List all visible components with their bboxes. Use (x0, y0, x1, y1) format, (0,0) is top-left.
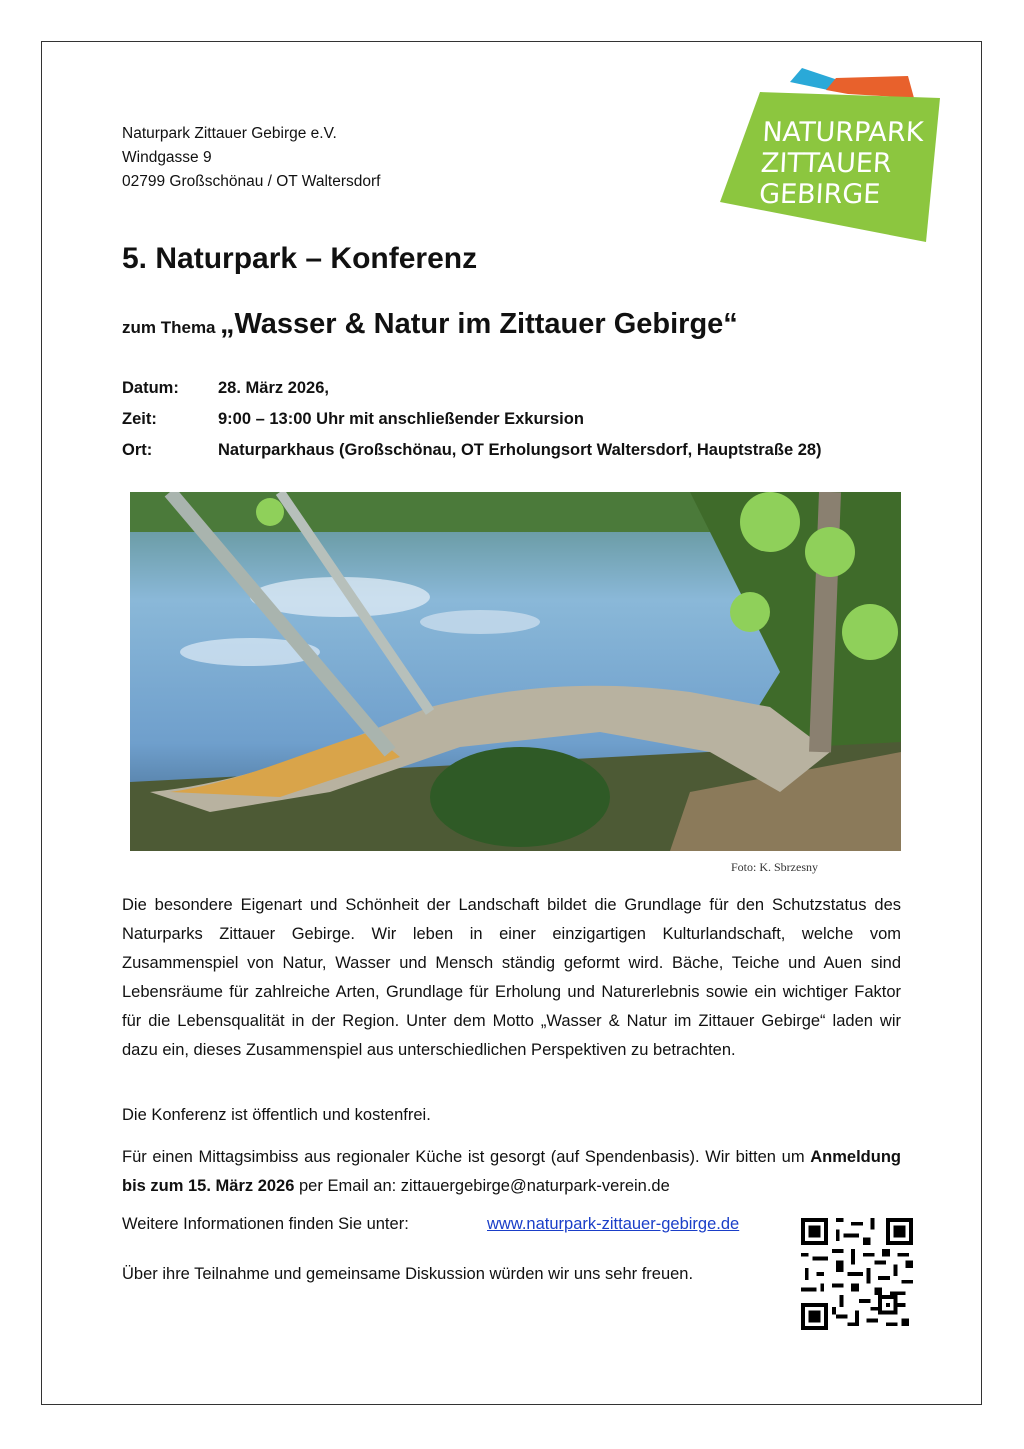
fact-value: Naturparkhaus (Großschönau, OT Erholungsort Waltersdorf, Hauptstraße 28) (218, 441, 822, 459)
page-title: 5. Naturpark – Konferenz (122, 242, 478, 275)
more-info-label: Weitere Informationen finden Sie unter: (122, 1215, 409, 1233)
sender-city: 02799 Großschönau / OT Waltersdorf (122, 173, 381, 190)
public-info-paragraph: Die Konferenz ist öffentlich und kostenfrei. (122, 1106, 431, 1124)
logo-line-1: NATURPARK (761, 117, 925, 148)
fact-value: 9:00 – 13:00 Uhr mit anschließender Exkursion (218, 410, 584, 428)
logo-line-2: ZITTAUER (759, 148, 893, 179)
registration-text-start: Für einen Mittagsimbiss aus regionaler Küche ist gesorgt (auf Spendenbasis). Wir bitten um (122, 1148, 811, 1166)
theme-line (122, 308, 738, 341)
fact-label: Ort: (122, 441, 153, 459)
intro-paragraph: Die besondere Eigenart und Schönheit der Landschaft bildet die Grundlage für den Schutzstatus des Naturparks Zittauer Gebirge. Wir leben in einer einzigartigen Kulturlandschaft, welche vom Zusammenspiel von Natur, Wasser und Mensch ständig geformt wird. Bäche, Teiche und Auen sind Lebensräume für zahlreiche Arten, Grundlage für Erholung und Naturerlebnis sowie ein wichtiger Faktor für die Lebensqualität in der Region. Unter dem Motto „Wasser & Natur im Zittauer Gebirge“ laden wir dazu ein, dieses Zusammenspiel aus unterschiedlichen Perspektiven zu betrachten. (122, 896, 901, 1059)
registration-paragraph (122, 1143, 901, 1201)
website-link[interactable]: www.naturpark-zittauer-gebirge.de (487, 1215, 740, 1233)
registration-email-text: per Email an: zittauergebirge@naturpark-verein.de (294, 1177, 670, 1195)
naturpark-logo (718, 64, 948, 244)
fact-location (122, 435, 822, 466)
theme-prefix: zum Thema (122, 318, 216, 337)
photo-credit: Foto: K. Sbrzesny (731, 860, 818, 874)
event-facts (122, 373, 822, 466)
fact-label: Zeit: (122, 410, 157, 428)
closing-paragraph: Über ihre Teilnahme und gemeinsame Diskussion würden wir uns sehr freuen. (122, 1265, 694, 1283)
qr-code (801, 1218, 913, 1330)
fact-time (122, 404, 822, 435)
lake-photo (130, 492, 901, 851)
logo-line-3: GEBIRGE (758, 179, 882, 210)
fact-date (122, 373, 822, 404)
registration-deadline: Anmeldung bis zum 15. März 2026 (122, 1148, 901, 1195)
more-info-line (122, 1210, 901, 1239)
fact-label: Datum: (122, 379, 179, 397)
sender-street: Windgasse 9 (122, 149, 212, 166)
sender-address (122, 122, 380, 194)
sender-name: Naturpark Zittauer Gebirge e.V. (122, 125, 337, 142)
theme-title: „Wasser & Natur im Zittauer Gebirge“ (219, 308, 738, 340)
fact-value: 28. März 2026, (218, 379, 329, 397)
